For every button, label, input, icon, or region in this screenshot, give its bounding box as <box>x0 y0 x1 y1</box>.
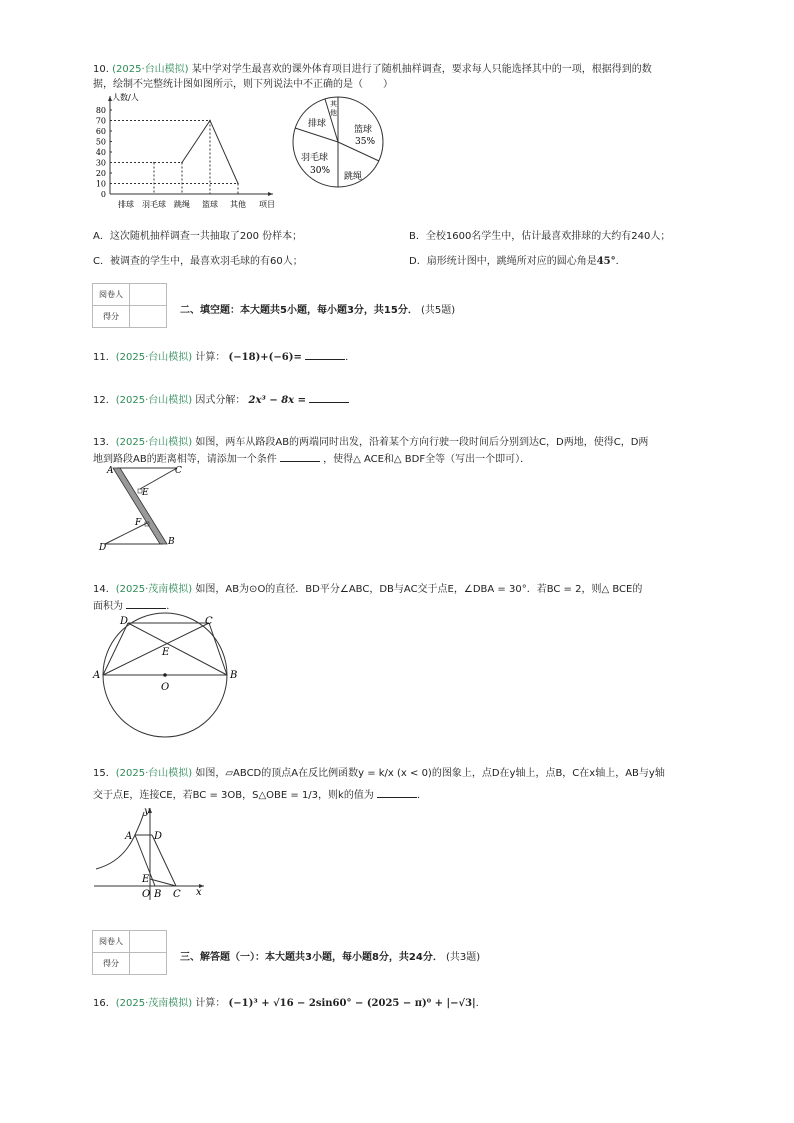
section2-grader-label: 阅卷人 <box>93 284 130 306</box>
y-tick-label: 30 <box>95 158 106 168</box>
section3-heading <box>180 948 480 963</box>
q10-text-line1: 某中学对学生最喜欢的课外体育项目进行了随机抽样调查，要求每人只能选择其中的一项，根据得到的数 <box>191 64 652 75</box>
q13-label-a: A <box>107 466 114 476</box>
q13-label-f: F <box>135 518 142 528</box>
q14-line1 <box>93 580 642 595</box>
q16-number: 16． <box>93 998 116 1009</box>
q14-text-line1: 如图，AB为⊙O的直径．BD平分∠ABC，DB与AC交于点E，∠DBA = 30°．若BC = 2，则△ BCE的 <box>195 584 643 595</box>
y-tick-label: 10 <box>95 179 106 189</box>
q15-source: (2025·台山模拟) <box>115 768 193 779</box>
q13-text-line1: 如图，两车从路段AB的两端同时出发，沿着某个方向行驶一段时间后分别到达C，D两地，使得C，D两 <box>195 437 649 448</box>
y-tick-label: 70 <box>95 116 106 126</box>
data-point <box>209 120 211 122</box>
q14-label-e: E <box>162 647 170 658</box>
q15-label-d: D <box>154 831 163 842</box>
q13-text-line2b: ，使得△ ACE和△ BDF全等（写出一个即可）． <box>323 454 531 465</box>
pie-label-badminton: 羽毛球 <box>301 153 329 163</box>
pie-label-rope: 跳绳 <box>344 172 363 182</box>
section3-title: 三、解答题（一）：本大题共3小题，每小题8分，共24分． <box>180 952 443 963</box>
q14-label-b: B <box>230 670 238 681</box>
q10-option-a: A．这次随机抽样调查一共抽取了200 份样本； <box>93 231 303 242</box>
chord-ac <box>103 623 209 675</box>
q12-text: 因式分解： <box>195 395 246 406</box>
q14-answer-blank[interactable] <box>126 599 166 609</box>
y-axis-label: 人数/人 <box>112 93 139 102</box>
section3-grader-cell[interactable] <box>130 931 167 953</box>
y-tick-label: 20 <box>95 169 106 178</box>
q10-source: (2025·台山模拟) <box>112 64 189 75</box>
q15-number: 15． <box>93 768 116 779</box>
q10-number: 10. <box>93 64 109 75</box>
q11-number: 11． <box>93 352 116 363</box>
q15-label-b: B <box>154 889 162 900</box>
pie-label-volleyball: 排球 <box>308 119 327 129</box>
q10-option-d-text: D．扇形统计图中，跳绳所对应的圆心角是 <box>409 256 597 267</box>
pie-label-other-2: 他 <box>330 109 337 117</box>
q13-number: 13． <box>93 437 116 448</box>
q11-answer-blank[interactable] <box>305 350 345 360</box>
section3-score-cell[interactable] <box>130 953 167 975</box>
q13-source: (2025·台山模拟) <box>115 437 193 448</box>
section2-score-label: 得分 <box>93 306 130 328</box>
q13-label-d: D <box>99 543 107 553</box>
q10-pie-chart <box>288 92 388 192</box>
x-category-label: 其他 <box>230 200 246 209</box>
section2-score-cell[interactable] <box>130 306 167 328</box>
q16-source: (2025·茂南模拟) <box>115 998 193 1009</box>
q11 <box>93 348 355 363</box>
q13-figure <box>95 463 195 555</box>
section3-grader-label: 阅卷人 <box>93 931 130 953</box>
q10-line-chart <box>88 88 288 212</box>
section2-count: (共5题) <box>421 305 456 316</box>
y-tick-label: 50 <box>95 137 106 147</box>
q15-tail: ． <box>417 790 428 801</box>
q16 <box>93 994 486 1009</box>
q14-label-o: O <box>161 682 170 693</box>
data-point <box>237 183 239 185</box>
section2-grader-cell[interactable] <box>130 284 167 306</box>
q14-tail: ． <box>166 601 177 612</box>
q16-text: 计算： <box>195 998 226 1009</box>
pie-label-basketball: 篮球 <box>354 125 373 135</box>
section3-count: (共3题) <box>446 952 481 963</box>
q13-label-e: E <box>142 488 149 498</box>
q11-tail: ． <box>345 352 356 363</box>
q16-expression: (−1)³ + √16 − 2sin60° − (2025 − π)⁰ + |−√3| <box>228 998 476 1009</box>
q13-answer-blank[interactable] <box>280 452 320 462</box>
q15-text-line1: 如图，▱ABCD的顶点A在反比例函数y = k/x (x < 0)的图象上，点D在y轴上，点B，C在x轴上，AB与y轴 <box>195 768 665 779</box>
chord-ad <box>103 623 128 675</box>
y-tick-label: 0 <box>100 190 106 199</box>
data-point <box>153 162 155 164</box>
x-category-label: 羽毛球 <box>142 200 166 209</box>
q14-number: 14． <box>93 584 116 595</box>
y-tick-label: 40 <box>95 148 106 157</box>
q10-option-d-angle: 45° <box>596 256 616 267</box>
y-tick-label: 60 <box>95 127 106 136</box>
section2-heading <box>180 301 455 316</box>
q12 <box>93 391 349 406</box>
q14-text-line2: 面积为 <box>93 601 123 612</box>
q15-label-o: O <box>142 889 151 900</box>
x-category-label: 篮球 <box>202 200 218 209</box>
q10-option-d-tail: ． <box>615 256 626 267</box>
center-point <box>163 673 167 677</box>
section3-score-label: 得分 <box>93 953 130 975</box>
q15-label-e: E <box>142 874 150 885</box>
pie-value-basketball: 35% <box>355 137 376 147</box>
q14-label-c: C <box>205 616 213 627</box>
segment-ce <box>140 468 177 489</box>
pie-label-other-1: 其 <box>330 100 337 108</box>
q10-option-b: B．全校1600名学生中，估计最喜欢排球的大约有240人； <box>409 231 671 242</box>
section2-title: 二、填空题：本大题共5小题，每小题3分，共15分． <box>180 305 418 316</box>
q11-source: (2025·台山模拟) <box>115 352 193 363</box>
x-axis-label: 项目 <box>259 200 275 209</box>
x-category-label: 排球 <box>118 200 134 209</box>
q11-text: 计算： <box>195 352 226 363</box>
data-point <box>181 162 183 164</box>
q14-source: (2025·茂南模拟) <box>115 584 193 595</box>
q10-option-c: C．被调查的学生中，最喜欢羽毛球的有60人； <box>93 256 303 267</box>
q15-label-x: x <box>196 887 202 898</box>
q10-option-d <box>409 252 626 267</box>
q15-line2 <box>93 786 427 801</box>
x-category-label: 跳绳 <box>174 200 190 209</box>
q12-answer-blank[interactable] <box>309 393 349 403</box>
q15-label-a: A <box>125 831 133 842</box>
q15-line1 <box>93 764 665 779</box>
road-segment-ab <box>113 468 167 544</box>
q15-answer-blank[interactable] <box>377 788 417 798</box>
pie-value-badminton: 30% <box>310 166 331 176</box>
q10-line2: 据，绘制不完整统计图如图所示，则下列说法中不正确的是（ ） <box>93 79 393 90</box>
section2-score-table <box>92 283 167 328</box>
segment-dc <box>152 835 176 886</box>
q14-label-d: D <box>120 616 129 627</box>
q16-tail: ． <box>475 998 486 1009</box>
q13-line1 <box>93 433 648 448</box>
y-tick-label: 80 <box>95 106 106 115</box>
q13-text-line2: 地到路段AB的距离相等，请添加一个条件 <box>93 454 277 465</box>
x-axis-arrow <box>268 192 273 196</box>
q13-label-c: C <box>175 466 182 476</box>
q15-label-y: y <box>144 806 150 817</box>
q12-expression: 2x³ − 8x = <box>248 395 306 406</box>
section3-score-table <box>92 930 167 975</box>
q14-figure <box>92 610 240 740</box>
q14-label-a: A <box>93 670 101 681</box>
q10-line1 <box>93 60 652 75</box>
pie-divider-5 <box>295 128 338 142</box>
q12-source: (2025·台山模拟) <box>115 395 193 406</box>
q11-expression: (−18)+(−6)= <box>228 352 302 363</box>
q15-figure <box>92 802 212 902</box>
q13-label-b: B <box>168 537 175 547</box>
q15-text-line2: 交于点E，连接CE，若BC = 3OB，S△OBE = 1/3，则k的值为 <box>93 790 374 801</box>
q15-label-c: C <box>173 889 181 900</box>
q12-number: 12． <box>93 395 116 406</box>
